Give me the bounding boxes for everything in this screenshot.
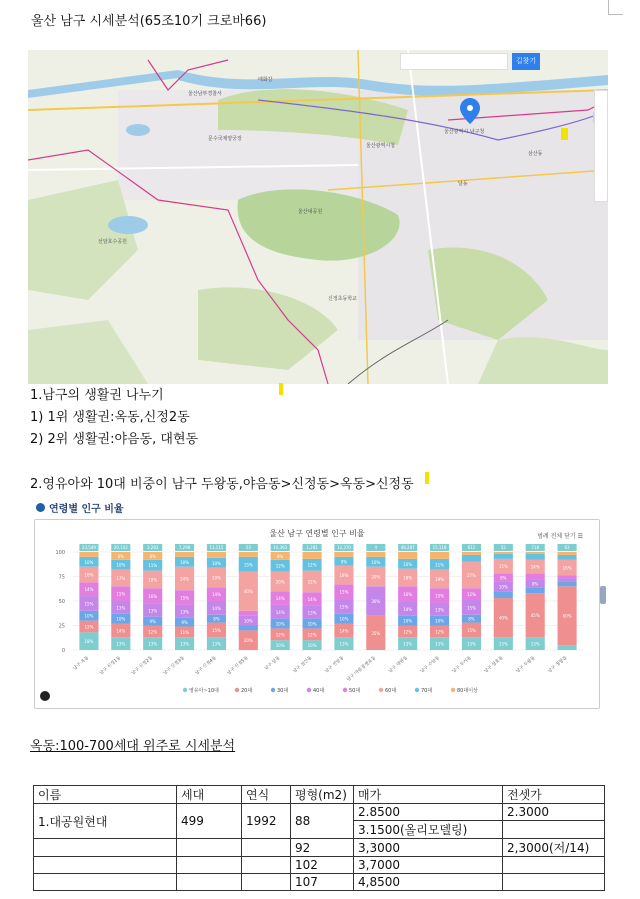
segment-label: 13% — [403, 641, 413, 647]
chart-svg — [35, 520, 599, 708]
segment-label: 19% — [339, 573, 349, 579]
okdong-heading: 옥동:100-700세대 위주로 시세분석 — [30, 739, 236, 754]
bar-segment — [558, 581, 577, 586]
bar-top-label: 20,102 — [113, 545, 128, 550]
section1-item: 1) 1위 생활권:옥동,신정2동 — [30, 410, 190, 425]
segment-label: 16% — [403, 592, 413, 598]
segment-label: 14% — [211, 605, 221, 611]
segment-label: 14% — [275, 609, 285, 615]
x-tick-label: 남구 야음장생포동 — [346, 655, 378, 683]
segment-label: 10% — [498, 584, 508, 590]
legend-marker — [307, 688, 311, 692]
bar-segment — [558, 576, 577, 579]
segment-label: 10% — [275, 643, 285, 649]
segment-label: 20% — [371, 574, 381, 580]
segment-label: 18% — [148, 577, 158, 583]
segment-label: 15% — [180, 595, 190, 601]
bar-top-label: 52 — [500, 545, 506, 550]
segment-label: 12% — [466, 592, 476, 598]
y-tick-label: 50 — [58, 599, 65, 605]
segment-label: 10% — [84, 559, 94, 565]
legend-item: 영유아~10대 — [189, 688, 219, 694]
bar-segment — [526, 554, 545, 560]
segment-label: 18% — [84, 639, 94, 645]
legend-item: 70대 — [421, 688, 433, 694]
table-header-cell: 세대 — [177, 786, 242, 804]
segment-label: 8% — [468, 616, 475, 622]
segment-label: 12% — [307, 562, 317, 568]
table-header-cell: 매가 — [354, 786, 503, 804]
map-label: 달동 — [458, 181, 468, 187]
segment-label: 10% — [371, 559, 381, 565]
map-image[interactable] — [28, 50, 608, 384]
table-cell: 107 — [291, 874, 354, 891]
table-header-cell: 전셋가 — [503, 786, 605, 804]
segment-label: 19% — [435, 576, 445, 582]
x-tick-label: 남구 옥동 — [72, 655, 91, 672]
segment-label: 9% — [181, 620, 188, 626]
segment-label: 27% — [466, 573, 476, 579]
table-cell — [242, 857, 291, 874]
segment-label: 13% — [498, 641, 508, 647]
bar-segment — [558, 555, 577, 560]
x-tick-label: 남구 두왕동 — [515, 655, 537, 675]
segment-label: 10% — [307, 643, 317, 649]
bar-top-label: 4 — [374, 545, 378, 550]
population-chart — [34, 519, 600, 709]
highlight-mark — [425, 472, 429, 484]
table-row — [34, 874, 605, 891]
table-header-cell: 연식 — [242, 786, 291, 804]
bar-top-label: 718 — [531, 545, 540, 550]
map-label: 문수국제양궁장 — [208, 136, 242, 142]
highlight-mark — [279, 383, 283, 395]
bar-top-label: 48,287 — [400, 545, 415, 550]
bar-segment — [526, 574, 545, 580]
bar-segment — [239, 626, 258, 631]
segment-label: 10% — [84, 613, 94, 619]
segment-label: 14% — [307, 597, 317, 603]
bar-segment — [239, 552, 258, 557]
x-tick-label: 남구 수암동 — [419, 655, 441, 675]
legend-item: 40대 — [313, 688, 325, 694]
table-cell: 1.대공원현대 — [34, 804, 177, 839]
segment-label: 13% — [307, 610, 317, 616]
segment-label: 10% — [275, 621, 285, 627]
table-cell — [177, 839, 242, 857]
table-cell: 2.3000 — [503, 804, 605, 821]
bar-segment — [175, 552, 194, 557]
legend-item: 30대 — [277, 688, 289, 694]
segment-label: 60% — [562, 613, 572, 619]
table-cell — [34, 857, 177, 874]
segment-label: 22% — [307, 579, 317, 585]
bar-segment — [430, 552, 449, 559]
bar-segment — [558, 552, 577, 555]
segment-label: 14% — [339, 628, 349, 634]
segment-label: 14% — [211, 592, 221, 598]
segment-label: 13% — [435, 607, 445, 613]
map-label: 울산남부경찰서 — [188, 91, 222, 97]
bar-segment — [366, 552, 385, 557]
map-canvas — [28, 50, 608, 384]
segment-label: 12% — [403, 629, 413, 635]
chart-scroll-handle[interactable] — [600, 586, 606, 604]
bar-segment — [398, 552, 417, 559]
table-cell — [242, 874, 291, 891]
segment-label: 10% — [116, 562, 126, 568]
bar-top-label: 10,363 — [273, 545, 288, 550]
segment-label: 12% — [275, 632, 285, 638]
y-tick-label: 100 — [55, 550, 65, 556]
legend-marker — [379, 688, 383, 692]
y-tick-label: 75 — [58, 574, 65, 581]
segment-label: 9% — [149, 619, 156, 625]
chart-section-header — [36, 500, 124, 515]
segment-label: 9% — [340, 559, 348, 565]
bar-segment — [526, 552, 545, 554]
bar-segment — [239, 611, 258, 616]
segment-label: 16% — [148, 594, 158, 600]
segment-label: 8% — [532, 581, 539, 587]
table-cell: 4,8500 — [354, 874, 503, 891]
legend-marker — [415, 688, 419, 692]
price-table — [33, 785, 605, 891]
map-label: 태화강 — [258, 77, 273, 83]
bar-segment — [494, 554, 513, 559]
segment-label: 13% — [211, 641, 221, 647]
segment-label: 15% — [339, 589, 349, 595]
bar-segment — [494, 591, 513, 598]
table-cell — [242, 839, 291, 857]
segment-label: 35% — [371, 630, 381, 636]
segment-label: 10% — [403, 561, 413, 567]
table-row — [34, 804, 605, 821]
bar-segment — [207, 552, 226, 558]
segment-label: 20% — [243, 638, 253, 644]
table-cell — [503, 874, 605, 891]
segment-label: 17% — [116, 575, 126, 581]
segment-label: 11% — [148, 563, 158, 569]
bar-segment — [462, 552, 481, 555]
map-label: 삼산동 — [528, 151, 543, 157]
segment-label: 40% — [498, 615, 508, 621]
legend-marker — [235, 688, 239, 692]
segment-label: 15% — [243, 562, 253, 568]
x-tick-label: 남구 신정2동 — [130, 655, 154, 677]
segment-label: 24% — [180, 576, 190, 582]
bar-top-label: 23,549 — [81, 545, 96, 550]
segment-label: 13% — [180, 609, 190, 615]
table-cell: 88 — [291, 804, 354, 839]
map-side-controls[interactable] — [594, 90, 608, 202]
x-tick-label: 남구 신정4동 — [194, 655, 218, 677]
chart-section-label: 연령별 인구 비율 — [49, 504, 124, 515]
bar-top-label: 53 — [245, 545, 251, 550]
section2-heading: 2.영유아와 10대 비중이 남구 두왕동,야음동>신정동>옥동>신정동 — [30, 477, 414, 492]
segment-label: 13% — [530, 641, 540, 647]
section1-item: 2) 2위 생활권:야음동, 대현동 — [30, 432, 199, 447]
table-cell: 2,3000(저/14) — [503, 839, 605, 857]
segment-label: 30% — [371, 599, 381, 604]
directions-button[interactable]: 길찾기 — [512, 53, 540, 70]
table-cell — [34, 839, 177, 857]
table-cell: 3.1500(올리모델링) — [354, 821, 503, 839]
legend-marker — [451, 688, 455, 692]
table-cell — [177, 857, 242, 874]
table-header-row — [34, 786, 605, 804]
segment-label: 12% — [307, 632, 317, 638]
legend-marker — [343, 688, 347, 692]
legend-marker — [271, 688, 275, 692]
table-cell — [503, 857, 605, 874]
table-cell — [34, 874, 177, 891]
segment-label: 15% — [466, 627, 476, 633]
x-tick-label: 남구 삼산동 — [292, 655, 314, 675]
table-cell: 102 — [291, 857, 354, 874]
segment-label: 10% — [435, 618, 445, 624]
segment-label: 15% — [84, 601, 94, 607]
x-tick-label: 남구 신정3동 — [162, 655, 186, 677]
segment-label: 45% — [530, 613, 540, 619]
bar-segment — [494, 552, 513, 554]
segment-label: 13% — [148, 641, 158, 647]
segment-label: 14% — [275, 596, 285, 602]
segment-label: 15% — [466, 605, 476, 611]
bar-segment — [79, 552, 98, 557]
segment-label: 10% — [307, 621, 317, 627]
segment-label: 11% — [435, 562, 445, 568]
segment-label: 13% — [466, 641, 476, 647]
segment-label: 18% — [403, 575, 413, 581]
x-tick-label: 남구 대현동 — [388, 655, 409, 675]
segment-label: 10% — [116, 616, 126, 622]
segment-label: 20% — [211, 575, 221, 581]
table-cell — [503, 821, 605, 839]
table-cell: 1992 — [242, 804, 291, 839]
segment-label: 12% — [435, 629, 445, 635]
map-label: 울산광역시청 — [366, 143, 395, 149]
table-cell — [177, 874, 242, 891]
segment-label: 8% — [149, 553, 156, 559]
legend-item: 80대이상 — [457, 688, 478, 694]
segment-label: 15% — [498, 564, 508, 570]
bar-top-label: 7,298 — [178, 545, 191, 550]
legend-toggle-button: 범례 전체 닫기 ☰ — [537, 533, 583, 540]
map-label: 선암호수공원 — [98, 239, 127, 245]
segment-label: 13% — [148, 608, 158, 614]
segment-label: 15% — [211, 627, 221, 633]
map-label: 울산광역시 남구청 — [444, 129, 485, 135]
chart-badge-icon — [40, 691, 50, 701]
map-label: 울산대공원 — [298, 209, 323, 215]
segment-label: 13% — [339, 641, 349, 647]
segment-label: 13% — [116, 641, 126, 647]
x-tick-label: 남구 무거동 — [451, 655, 473, 675]
segment-label: 10% — [339, 616, 349, 622]
x-tick-label: 남구 달동 — [263, 655, 282, 672]
segment-label: 10% — [403, 618, 413, 624]
bar-segment — [303, 552, 322, 559]
segment-label: 14% — [116, 628, 126, 634]
segment-label: 14% — [530, 564, 540, 570]
y-tick-label: 0 — [61, 648, 65, 654]
map-label: 신정초등학교 — [328, 296, 357, 302]
segment-label: 20% — [275, 579, 285, 585]
bar-top-label: 13,115 — [209, 545, 224, 550]
table-row — [34, 839, 605, 857]
segment-label: 15% — [116, 591, 126, 597]
bar-top-label: 612 — [467, 545, 476, 550]
segment-label: 8% — [277, 553, 284, 559]
segment-label: 12% — [148, 629, 158, 635]
table-cell: 92 — [291, 839, 354, 857]
section1-heading: 1.남구의 생활권 나누기 — [30, 388, 164, 403]
table-row — [34, 857, 605, 874]
segment-label: 15% — [339, 604, 349, 610]
legend-item: 60대 — [385, 688, 397, 694]
bar-segment — [526, 587, 545, 593]
segment-label: 40% — [243, 589, 253, 595]
bar-top-label: 15,118 — [432, 545, 447, 550]
chart-title: 울산 남구 연령별 인구 비율 — [269, 529, 365, 538]
segment-label: 15% — [435, 593, 445, 599]
table-cell: 499 — [177, 804, 242, 839]
table-cell: 3,3000 — [354, 839, 503, 857]
x-tick-label: 남구 신정1동 — [98, 655, 123, 677]
segment-label: 8% — [500, 575, 507, 581]
chart-section-icon — [36, 503, 45, 512]
y-tick-label: 25 — [58, 623, 65, 630]
x-tick-label: 남구 삼호동 — [483, 655, 505, 675]
legend-marker — [183, 688, 187, 692]
bar-segment — [334, 552, 353, 557]
bar-top-label: 3,283 — [146, 545, 159, 550]
segment-label: 16% — [562, 565, 572, 571]
segment-label: 10% — [243, 618, 253, 624]
segment-label: 10% — [180, 559, 190, 565]
segment-label: 13% — [435, 641, 445, 647]
segment-label: 8% — [117, 553, 124, 559]
x-tick-label: 남구 신정5동 — [226, 655, 250, 677]
table-header-cell: 평형(m2) — [291, 786, 354, 804]
x-tick-label: 남구 선암동 — [324, 655, 346, 675]
segment-label: 14% — [84, 587, 94, 593]
segment-label: 11% — [180, 629, 190, 635]
bar-top-label: 63 — [564, 545, 570, 550]
bar-top-label: 12,370 — [336, 545, 351, 550]
segment-label: 8% — [213, 616, 220, 622]
page-title: 울산 남구 시세분석(65조10기 크로바66) — [31, 14, 267, 29]
page-corner-mark — [608, 0, 623, 15]
bar-top-label: 1,281 — [306, 545, 318, 550]
segment-label: 13% — [180, 641, 190, 647]
bar-segment — [462, 555, 481, 562]
segment-label: 13% — [116, 605, 126, 611]
legend-item: 20대 — [241, 688, 253, 694]
segment-label: 10% — [211, 560, 221, 566]
legend-item: 50대 — [349, 688, 361, 694]
segment-label: 12% — [275, 563, 285, 569]
segment-label: 14% — [403, 606, 413, 612]
bar-segment — [558, 645, 577, 650]
x-tick-label: 남구 청량읍 — [547, 655, 569, 675]
table-cell: 2.8500 — [354, 804, 503, 821]
bar-segment — [558, 578, 577, 581]
table-cell: 3,7000 — [354, 857, 503, 874]
table-header-cell: 이름 — [34, 786, 177, 804]
segment-label: 16% — [84, 572, 94, 578]
map-toolbar[interactable] — [400, 53, 508, 70]
segment-label: 12% — [84, 624, 94, 630]
